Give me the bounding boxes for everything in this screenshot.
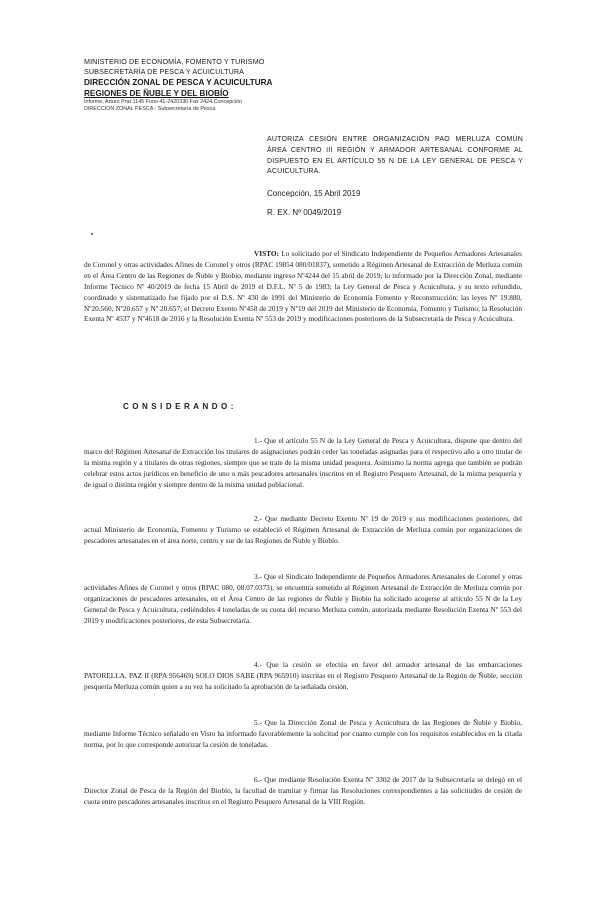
considerando-paragraph: 2.- Que mediante Decreto Exento Nº 19 de 2019 y sus modificaciones posteriores, del actual Ministerio de Economía, Fomento y Turismo se estableció el Régimen Artesanal de Extracción de Merluza común por organizaciones de pescadores artesanales en el área norte, centro y sur de las Regiones de Ñuble y Biobío.: [84, 514, 522, 545]
undersecretariat-line: SUBSECRETARÍA DE PESCA Y ACUICULTURA: [84, 67, 245, 76]
considerando-heading: CONSIDERANDO:: [123, 402, 237, 411]
considerando-4: [84, 660, 522, 693]
considerando-paragraph: 6.- Que mediante Resolución Exenta Nº 3302 de 2017 de la Subsecretaría se delegó en el Director Zonal de Pesca de la Región del Biobío, la facultad de tramitar y firmar las Resoluciones correspondientes a las solicitudes de cesión de cuota entre pescadores artesanales inscritos en el Registro Pesquero Artesanal de la VIII Región.: [84, 775, 522, 806]
considerando-6: [84, 775, 522, 808]
resolution-summary: [267, 135, 523, 218]
margin-mark: [91, 233, 93, 235]
ministry-line: MINISTERIO DE ECONOMÍA, FOMENTO Y TURISMO: [84, 57, 265, 66]
considerando-3: [84, 572, 522, 627]
considerando-1: [84, 436, 522, 491]
address-line-2: DIRECCION ZONAL PESCA - Subsecretaría de Pesca: [84, 106, 216, 112]
directorate-line: DIRECCIÓN ZONAL DE PESCA Y ACUICULTURA: [84, 78, 273, 87]
considerando-5: [84, 718, 522, 751]
visto-section: [84, 249, 522, 325]
resolution-subject: AUTORIZA CESIÓN ENTRE ORGANIZACIÓN PAO MERLUZA COMÚN ÁREA CENTRO III REGIÓN Y ARMADOR ARTESANAL CONFORME AL DISPUESTO EN EL ARTÍCULO 55 N DE LA LEY GENERAL DE PESCA Y ACUICULTURA.: [267, 136, 523, 176]
visto-text: Lo solicitado por el Sindicato Independiente de Pequeños Armadores Artesanales de Coronel y otras actividades Afines de Coronel y otros (RPAC 19854 080/01837), sometido a Régimen Artesanal de Extracción de Merluza común en el Área Centro de las Regiones de Ñuble y Biobío, mediante ingreso Nº4244 del 15 abril de 2019; lo informado por la Dirección Zonal, mediante Informe Técnico Nº 40/2019 de fecha 15 Abril de 2019 el D.F.L. Nº 5 de 1983; la Ley General de Pesca y Acuicultura, y su texto refundido, coordinado y sistematizado fue fijado por el D.S. Nº 430 de 1991 del Ministerio de Economía Fomento y Reconstrucción; las leyes Nº 19.880, Nº20.560, Nº20.657 y Nº 20.657; el Decreto Exento Nº458 de 2019 y Nº19 del 2019 del Ministerio de Economía, Fomento y Turismo; la Resolución Exenta Nº 4537 y Nº4618 de 2016 y la Resolución Exenta Nº 553 de 2019 y modificaciones posteriores de la Subsecretaría de Pesca y Acuicultura.: [84, 249, 522, 324]
considerando-paragraph: 4.- Que la cesión se efectúa en favor del armador artesanal de las embarcaciones PATORELLA, PAZ II (RPA 956469) SOLO DIOS SABE (RPA 965910) inscritas en el Registro Pesquero Artesanal de la Región de Ñuble, sección pesquería Merluza común quien a su vez ha solicitado la aprobación de la señalada cesión.: [84, 660, 522, 691]
considerando-paragraph: 5.- Que la Dirección Zonal de Pesca y Acuicultura de las Regiones de Ñuble y Biobío, mediante Informe Técnico señalado en Visto ha informado favorablemente la solicitud por cuanto cumple con los requisitos establecidos en la citada norma, por lo que corresponde autorizar la cesión de toneladas.: [84, 718, 522, 749]
letterhead: [84, 57, 334, 113]
considerando-paragraph: 3.- Que el Sindicato Independiente de Pequeños Armadores Artesanales de Coronel y otras actividades Afines de Coronel y otros (RPAC 080, 08.07.0373), se encuentra sometido al Régimen Artesanal de Extracción de Merluza común por organizaciones de pescadores artesanales, en el Área Centro de las regiones de Ñuble y Biobío ha solicitado acogerse al artículo 55 N de la Ley General de Pesca y Acuicultura, cediéndoles 4 toneladas de su cuota del recurso Merluza común, autorizada mediante Resolución Exenta Nº 553 del 2019 y modificaciones posteriores, de esta Subsecretaría.: [84, 572, 522, 625]
resolution-number: R. EX. Nº 0049/2019: [267, 208, 342, 218]
visto-label: VISTO:: [254, 249, 280, 258]
considerando-paragraph: 1.- Que el artículo 55 N de la Ley General de Pesca y Acuicultura, dispone que dentro del marco del Régimen Artesanal de Extracción los titulares de asignaciones podrán ceder las toneladas asignadas para el respectivo año a otro titular de la misma región y a titulares de otras regiones, siempre que se trate de la misma unidad pesquera. Asimismo la norma agrega que también se podrán celebrar estos actos jurídicos en beneficio de uno o más pescadores artesanales inscritos en el Registro Pesquero Artesanal, de la misma pesquería y de igual o distinta región y siempre dentro de la misma unidad poblacional.: [84, 436, 522, 489]
regions-line: REGIONES DE ÑUBLE Y DEL BIOBÍO: [84, 89, 229, 98]
considerando-2: [84, 514, 522, 547]
place-date: Concepción, 15 Abril 2019: [267, 189, 361, 199]
address-line-1: Informe, Arturo Prat 1145 Fono 41-2420330 Fax 2424.Concepción: [84, 99, 243, 105]
